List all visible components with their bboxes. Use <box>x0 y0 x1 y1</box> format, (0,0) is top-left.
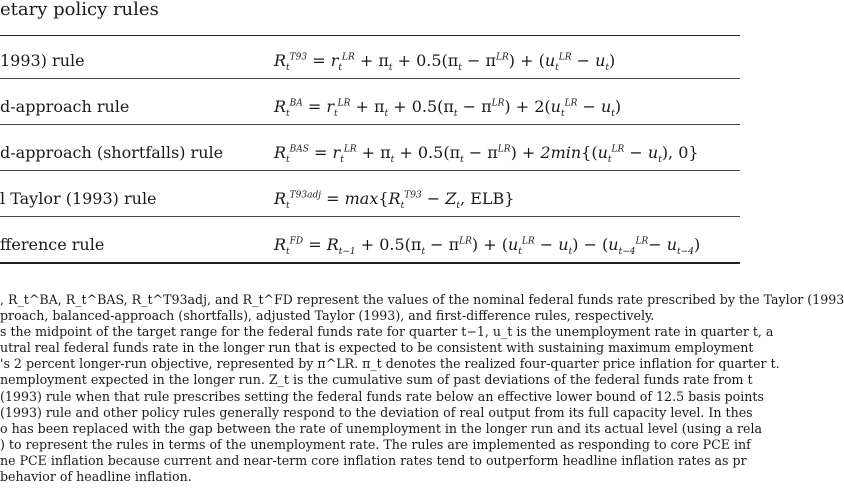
rule-name: 1993) rule <box>0 51 85 70</box>
note-line: , R_t^BA, R_t^BAS, R_t^T93adj, and R_t^FD represent the values of the nominal federal funds rate prescribed by the Taylor (1993 <box>0 292 844 307</box>
rule-name: d-approach rule <box>0 97 130 116</box>
note-line: ) to represent the rules in terms of the unemployment rate. The rules are implemented as responding to core PCE inf <box>0 436 751 452</box>
note-line: (1993) rule when that rule prescribes setting the federal funds rate below an effective lower bound of 12.5 basis points <box>0 388 764 404</box>
note-line: behavior of headline inflation. <box>0 469 192 485</box>
table-row <box>0 136 740 171</box>
table-row <box>0 44 740 79</box>
note-line: s the midpoint of the target range for the federal funds rate for quarter t−1, u_t is the unemployment rate in quarter t, a <box>0 324 774 340</box>
table-row <box>0 90 740 125</box>
note-line: ne PCE inflation because current and near-term core inflation rates tend to outperform headline inflation rates as pr <box>0 452 747 468</box>
note-line: o has been replaced with the gap between the rate of unemployment in the longer run and its actual level (using a rela <box>0 420 762 436</box>
rule-formula: $R_t^{T93adj} = \max\{R_t^{T93} - Z_t$, ELB} <box>274 189 515 212</box>
rule-formula: $R_t^{BAS} = r_t^{LR} + \pi_t + 0.5(\pi_t - \pi^{LR}) + 2\min\{(u_t^{LR} - u_t)$, 0} <box>274 143 699 166</box>
table-top-rule <box>0 35 740 36</box>
rule-name: fference rule <box>0 235 105 254</box>
rule-formula: $R_t^{FD} = R_{t-1} + 0.5(\pi_t - \pi^{LR}) + (u_t^{LR} - u_t) - (u_{t-4}^{LR}- u_{t-4})$ <box>274 235 701 258</box>
note-line: nemployment expected in the longer run. Z_t is the cumulative sum of past deviations of the federal funds rate from t <box>0 372 753 388</box>
table-row <box>0 228 740 264</box>
table-notes <box>0 292 844 485</box>
rule-formula: $R_t^{T93} = r_t^{LR} + \pi_t + 0.5(\pi_t - \pi^{LR}) + (u_t^{LR} - u_t)$ <box>274 51 616 74</box>
note-line: proach, balanced-approach (shortfalls), adjusted Taylor (1993), and first-difference rules, respectively. <box>0 308 655 324</box>
rule-name: d-approach (shortfalls) rule <box>0 143 224 162</box>
note-line: 's 2 percent longer-run objective, represented by π^LR. π_t denotes the realized four-quarter price inflation for quarter t. <box>0 356 780 372</box>
table-row <box>0 182 740 217</box>
rule-name: l Taylor (1993) rule <box>0 189 157 208</box>
rule-formula: $R_t^{BA} = r_t^{LR} + \pi_t + 0.5(\pi_t - \pi^{LR}) + 2(u_t^{LR} - u_t)$ <box>274 97 622 120</box>
note-line: utral real federal funds rate in the longer run that is expected to be consistent with sustaining maximum employment <box>0 340 754 356</box>
note-line: (1993) rule and other policy rules generally respond to the deviation of real output from its full capacity level. In thes <box>0 404 753 420</box>
table-title: etary policy rules <box>0 0 159 20</box>
